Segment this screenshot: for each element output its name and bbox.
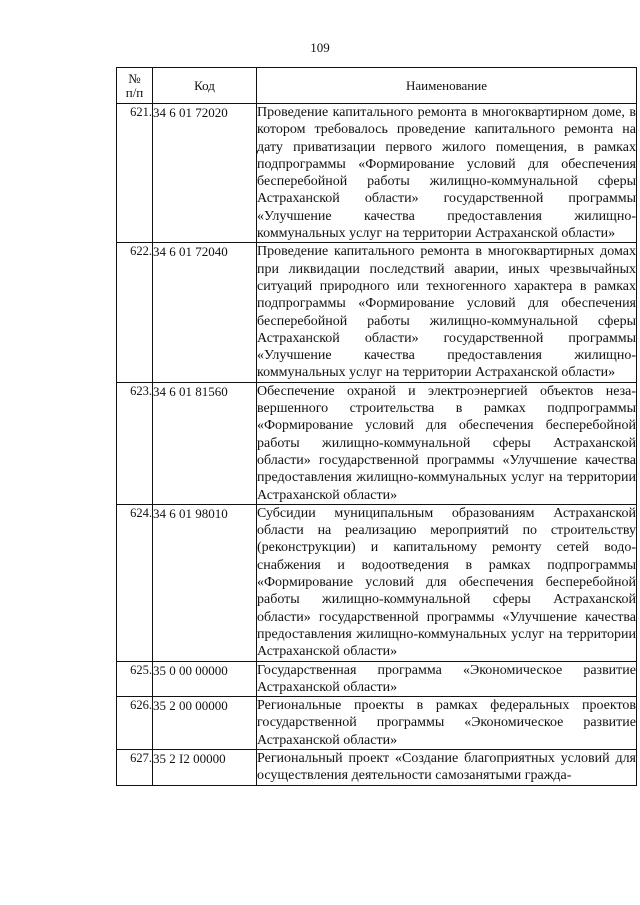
table-row [117,504,637,661]
header-code [153,68,257,104]
row-name: Проведение капитального ремонта в многоквартирном доме, в котором требовалось проведение капитального ремонта на дату приватизации первого жилого помещения, в рамках подпрограммы «Формирование условий для обеспечения бесперебойной работы жилищно-коммунальной сферы Астраханской области» государственной программы «Улучшение качества предоставления жилищно-коммунальных услуг на территории Астраханской области» [257,105,636,242]
row-name: Государственная программа «Экономическое развитие Астраханской области» [257,662,636,695]
row-name: Обеспечение охраной и электроэнергией объектов незавершенного строительства в рамках подпрограммы «Формирование условий для обеспечения бесперебойной работы жилищно-коммунальной сферы Астраханской области» государственной программы «Улучшение качества предоставления жилищно-коммунальных услуг на территории Астраханской области» [257,383,636,503]
classifier-table [116,67,637,786]
row-code: 34 6 01 72040 [153,243,257,382]
row-number: 621. [117,104,153,243]
row-name-text: Региональный проект «Создание благоприятных условий для осуществления деятельности самозанятыми гражда- [257,750,636,784]
row-code: 34 6 01 72020 [153,104,257,243]
row-name [257,749,637,785]
row-number: 622. [117,243,153,382]
row-code: 34 6 01 81560 [153,382,257,504]
row-name: Субсидии муниципальным образованиям Астраханской области на реализацию мероприятий по строительству (реконструкции) и капитальному ремонту сетей водоснабжения и водоотведения в рамках подпрограммы «Формирование условий для обеспечения бесперебойной работы жилищно-коммунальной сферы Астраханской области» государственной программы «Улучшение качества предоставления жилищно-коммунальных услуг на территории Астраханской области» [257,505,636,660]
header-number [117,68,153,104]
row-code: 34 6 01 98010 [153,504,257,661]
header-name [257,68,637,104]
table-row [117,104,637,243]
header-name-label: Наименование [406,77,487,93]
table-row [117,243,637,382]
row-code: 35 0 00 00000 [153,661,257,697]
row-number: 623. [117,382,153,504]
row-number: 624. [117,504,153,661]
table-row [117,382,637,504]
header-code-label: Код [194,77,215,93]
row-number: 627. [117,749,153,785]
table-row [117,749,637,785]
table-header-row [117,68,637,104]
page-number: 109 [310,40,330,55]
row-name: Проведение капитального ремонта в многоквартирных домах при ликвидации последствий аварии, иных чрезвычайных ситуаций природного или техногенного характера в рамках подпрограммы «Формирование условий для обеспечения бесперебойной работы жилищно-коммунальной сферы Астраханской области» государственной программы «Улучшение качества предоставления жилищно-коммунальных услуг на территории Астраханской области» [257,244,636,381]
row-name: Региональные проекты в рамках федеральных проектов государственной программы «Экономическое развитие Астраханской области» [257,698,636,748]
row-code: 35 2 00 00000 [153,697,257,750]
table-row [117,697,637,750]
row-code: 35 2 I2 00000 [153,749,257,785]
header-number-label: № п/п [125,70,144,100]
table-row [117,661,637,697]
row-number: 625. [117,661,153,697]
row-number: 626. [117,697,153,750]
